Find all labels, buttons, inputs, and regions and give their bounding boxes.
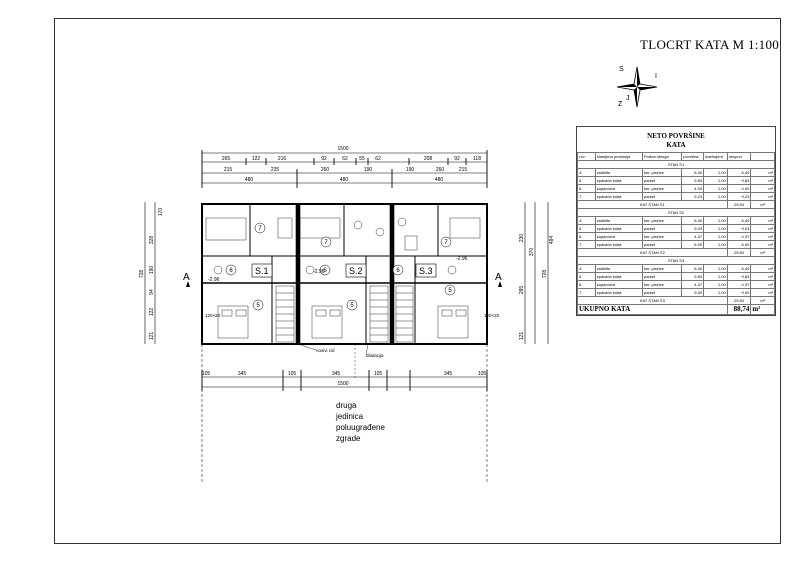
table-row — [578, 193, 775, 201]
dim-top1-6: 62 — [375, 156, 381, 162]
dim-top1-4: 62 — [342, 156, 348, 162]
table-cell: 9,23 — [682, 193, 704, 201]
note-line-3: zgrade — [336, 434, 361, 443]
room-num-2: 7 — [444, 240, 448, 246]
table-cell: stubište — [595, 169, 642, 177]
grand-total-value: 88,74 — [727, 305, 751, 315]
table-cell: spavaća soba — [595, 193, 642, 201]
group-total-unit: m² — [751, 297, 775, 305]
table-cell: 9,83 — [682, 177, 704, 185]
table-row — [578, 241, 775, 249]
table-title-line1: NETO POVRŠINE — [647, 132, 705, 140]
dim-top2-2: 260 — [320, 167, 330, 173]
level-2: -2.96 — [456, 256, 468, 262]
table-cell: spavaća soba — [595, 177, 642, 185]
section-marker-left: A — [183, 272, 190, 283]
table-cell: parket — [643, 177, 682, 185]
dim-top3-0: 480 — [244, 177, 254, 183]
group-total-unit: m² — [751, 201, 775, 209]
table-cell: spavaća soba — [595, 225, 642, 233]
table-cell: 4,37 — [727, 233, 751, 241]
unit-label-s1: S.1 — [255, 266, 269, 276]
column-header: r.br. — [578, 153, 596, 161]
table-cell: parket — [643, 193, 682, 201]
compass-z: Z — [618, 101, 623, 108]
table-row — [578, 177, 775, 185]
table-cell: m² — [751, 241, 775, 249]
group-total-value: 29,60 — [727, 297, 751, 305]
group-name: STAN S2 — [578, 209, 775, 217]
group-total-row — [578, 249, 775, 257]
dim-top1-5: 55 — [359, 156, 365, 162]
dim-right-2: 285 — [519, 285, 525, 295]
room-num-5: 6 — [396, 268, 400, 274]
dim-left-1: 328 — [149, 235, 155, 245]
compass-i: I — [655, 73, 657, 80]
table-cell: 1,00 — [704, 281, 728, 289]
column-header: Namjena prostorija — [595, 153, 642, 161]
room-num-0: 7 — [258, 226, 262, 232]
table-cell: 9,00 — [727, 289, 751, 297]
dim-top1-2: 216 — [277, 156, 287, 162]
compass-j: J — [626, 95, 630, 102]
table-cell: 6,40 — [727, 265, 751, 273]
table-row — [578, 289, 775, 297]
dim-top2-1: 235 — [270, 167, 280, 173]
grand-total-row — [578, 305, 775, 315]
table-cell: ker. pločice — [643, 233, 682, 241]
table-cell: 6,40 — [727, 169, 751, 177]
table-cell: 4. — [578, 169, 596, 177]
table-cell: stubište — [595, 217, 642, 225]
window-tag-left: 120×20 — [205, 313, 221, 318]
dim-top2-0: 215 — [223, 167, 233, 173]
dim-top2-4: 190 — [405, 167, 415, 173]
group-total-label: KAT STAN S1 — [578, 201, 728, 209]
table-cell: 1,00 — [704, 217, 728, 225]
table-cell: 1,00 — [704, 241, 728, 249]
dim-right-4: 728 — [542, 269, 548, 279]
table-row — [578, 281, 775, 289]
group-total-value: 25,80 — [727, 249, 751, 257]
dim-top2-5: 260 — [435, 167, 445, 173]
group-header-row — [578, 257, 775, 265]
table-cell: 6,00 — [682, 241, 704, 249]
dim-top1-7: 208 — [423, 156, 433, 162]
table-cell: 6,40 — [682, 169, 704, 177]
room-num-1: 7 — [324, 240, 328, 246]
table-cell: kupaonica — [595, 233, 642, 241]
table-cell: 5. — [578, 273, 596, 281]
neighbour-unit-note — [336, 400, 385, 444]
group-total-value: 29,54 — [727, 201, 751, 209]
dim-bottom-0: 105 — [201, 371, 211, 377]
table-cell: kupaonica — [595, 185, 642, 193]
group-header-row — [578, 209, 775, 217]
room-num-4: 6 — [323, 268, 327, 274]
table-cell: m² — [751, 225, 775, 233]
table-row — [578, 233, 775, 241]
dim-left-4: 122 — [149, 307, 155, 317]
grand-total-unit: m² — [751, 305, 775, 315]
table-cell: 9,83 — [727, 273, 751, 281]
room-num-8: 5 — [448, 288, 452, 294]
table-cell: parket — [643, 289, 682, 297]
dim-top1-0: 265 — [221, 156, 231, 162]
dim-right-5: 484 — [549, 235, 555, 245]
group-total-label: KAT STAN S2 — [578, 249, 728, 257]
table-cell: kupaonica — [595, 281, 642, 289]
table-row — [578, 225, 775, 233]
table-cell: 9,00 — [682, 289, 704, 297]
table-cell: 9,03 — [682, 225, 704, 233]
table-title-line2: KATA — [666, 141, 686, 149]
dim-right-0: 230 — [519, 233, 525, 243]
dim-top1-1: 122 — [251, 156, 261, 162]
dim-right-3: 121 — [519, 331, 525, 341]
area-table — [577, 152, 775, 315]
table-cell: 4,37 — [682, 233, 704, 241]
net-area-table — [576, 126, 776, 316]
table-row — [578, 185, 775, 193]
room-num-7: 5 — [350, 303, 354, 309]
table-cell: 1,00 — [704, 193, 728, 201]
table-cell: m² — [751, 265, 775, 273]
room-num-3: 6 — [229, 268, 233, 274]
table-cell: 4,37 — [682, 281, 704, 289]
column-header — [751, 153, 775, 161]
table-cell: ker. pločice — [643, 265, 682, 273]
table-cell: m² — [751, 281, 775, 289]
group-name: STAN S3 — [578, 257, 775, 265]
table-cell: 7. — [578, 193, 596, 201]
table-cell: 1,00 — [704, 177, 728, 185]
dim-bottom-6: 105 — [477, 371, 487, 377]
dim-top3-1: 480 — [339, 177, 349, 183]
table-cell: 1,00 — [704, 265, 728, 273]
table-cell: parket — [643, 273, 682, 281]
table-cell: 6,00 — [727, 241, 751, 249]
table-cell: spavaća soba — [595, 241, 642, 249]
table-cell: m² — [751, 169, 775, 177]
dim-right-1: 370 — [529, 247, 535, 257]
group-name: STAN S1 — [578, 161, 775, 169]
table-cell: m² — [751, 217, 775, 225]
table-cell: 1,00 — [704, 169, 728, 177]
table-cell: 6,40 — [682, 265, 704, 273]
table-cell: ker. pločice — [643, 185, 682, 193]
table-cell: m² — [751, 233, 775, 241]
table-cell: 5. — [578, 225, 596, 233]
dim-bottom-4: 105 — [373, 371, 383, 377]
column-header: Podna obloga — [643, 153, 682, 161]
sheet-title: TLOCRT KATA M 1:100 — [640, 37, 780, 52]
table-cell: 4. — [578, 265, 596, 273]
table-cell: spavaća soba — [595, 273, 642, 281]
group-total-row — [578, 201, 775, 209]
table-row — [578, 169, 775, 177]
table-cell: parket — [643, 225, 682, 233]
table-cell: m² — [751, 185, 775, 193]
table-cell: 1,00 — [704, 289, 728, 297]
dim-top1-3: 92 — [321, 156, 327, 162]
window-tag-right: 120×20 — [484, 313, 500, 318]
table-cell: parket — [643, 241, 682, 249]
table-cell: 6. — [578, 281, 596, 289]
annotation-joint: dilatacija — [366, 353, 384, 358]
column-header: površina — [682, 153, 704, 161]
table-cell: 4,00 — [682, 185, 704, 193]
table-title — [577, 127, 775, 152]
table-row — [578, 273, 775, 281]
table-cell: 4,00 — [727, 185, 751, 193]
dim-top3-2: 480 — [434, 177, 444, 183]
group-total-unit: m² — [751, 249, 775, 257]
table-cell: m² — [751, 289, 775, 297]
unit-label-s2: S.2 — [349, 266, 363, 276]
level-0: -2.96 — [208, 277, 220, 283]
table-row — [578, 217, 775, 225]
table-cell: spavaća soba — [595, 289, 642, 297]
grand-total-label: UKUPNO KATA — [578, 305, 728, 315]
table-cell: ker. pločice — [643, 281, 682, 289]
column-header: ukupno — [727, 153, 751, 161]
note-line-0: druga — [336, 401, 357, 410]
table-cell: 6. — [578, 185, 596, 193]
table-cell: m² — [751, 177, 775, 185]
table-cell: 5. — [578, 177, 596, 185]
table-cell: stubište — [595, 265, 642, 273]
level-1: -2.96 — [313, 269, 325, 275]
table-cell: m² — [751, 273, 775, 281]
table-cell: ker. pločice — [643, 217, 682, 225]
group-header-row — [578, 161, 775, 169]
dim-left-6: 728 — [139, 269, 145, 279]
dim-top1-8: 92 — [454, 156, 460, 162]
note-line-1: jedinica — [336, 412, 364, 421]
table-row — [578, 265, 775, 273]
annotation-wall: nosivi zid — [316, 348, 335, 353]
table-cell: 4,37 — [727, 281, 751, 289]
dim-bottom-3: 345 — [331, 371, 341, 377]
dim-left-0: 170 — [158, 207, 164, 217]
table-cell: 9,83 — [682, 273, 704, 281]
section-marker-right: A — [495, 272, 502, 283]
table-cell: 1,00 — [704, 225, 728, 233]
dim-top2-6: 215 — [458, 167, 468, 173]
table-cell: ker. pločice — [643, 169, 682, 177]
compass-s: S — [619, 66, 624, 73]
dim-left-5: 121 — [149, 331, 155, 341]
dim-top1-9: 118 — [473, 156, 481, 162]
table-cell: 9,83 — [727, 177, 751, 185]
unit-label-s3: S.3 — [419, 266, 433, 276]
table-cell: 1,00 — [704, 233, 728, 241]
table-cell: 6,40 — [682, 217, 704, 225]
group-total-row — [578, 297, 775, 305]
dim-overall-bottom: 1500 — [337, 381, 349, 387]
table-header-row — [578, 153, 775, 161]
room-num-6: 5 — [256, 303, 260, 309]
dim-left-3: 94 — [149, 289, 155, 295]
dim-top2-3: 190 — [363, 167, 373, 173]
dim-bottom-5: 345 — [443, 371, 453, 377]
table-cell: 7. — [578, 241, 596, 249]
table-cell: m² — [751, 193, 775, 201]
group-total-label: KAT STAN S3 — [578, 297, 728, 305]
table-cell: 1,00 — [704, 185, 728, 193]
note-line-2: poluugrađene — [336, 423, 385, 432]
table-cell: 7. — [578, 289, 596, 297]
table-cell: 9,23 — [727, 193, 751, 201]
dim-bottom-2: 105 — [287, 371, 297, 377]
table-cell: 6,40 — [727, 217, 751, 225]
dim-bottom-1: 345 — [237, 371, 247, 377]
dim-overall-top: 1500 — [337, 146, 349, 152]
table-cell: 9,03 — [727, 225, 751, 233]
column-header: koeficijent — [704, 153, 728, 161]
table-cell: 6. — [578, 233, 596, 241]
dim-left-2: 190 — [149, 265, 155, 275]
table-cell: 4. — [578, 217, 596, 225]
table-cell: 1,00 — [704, 273, 728, 281]
